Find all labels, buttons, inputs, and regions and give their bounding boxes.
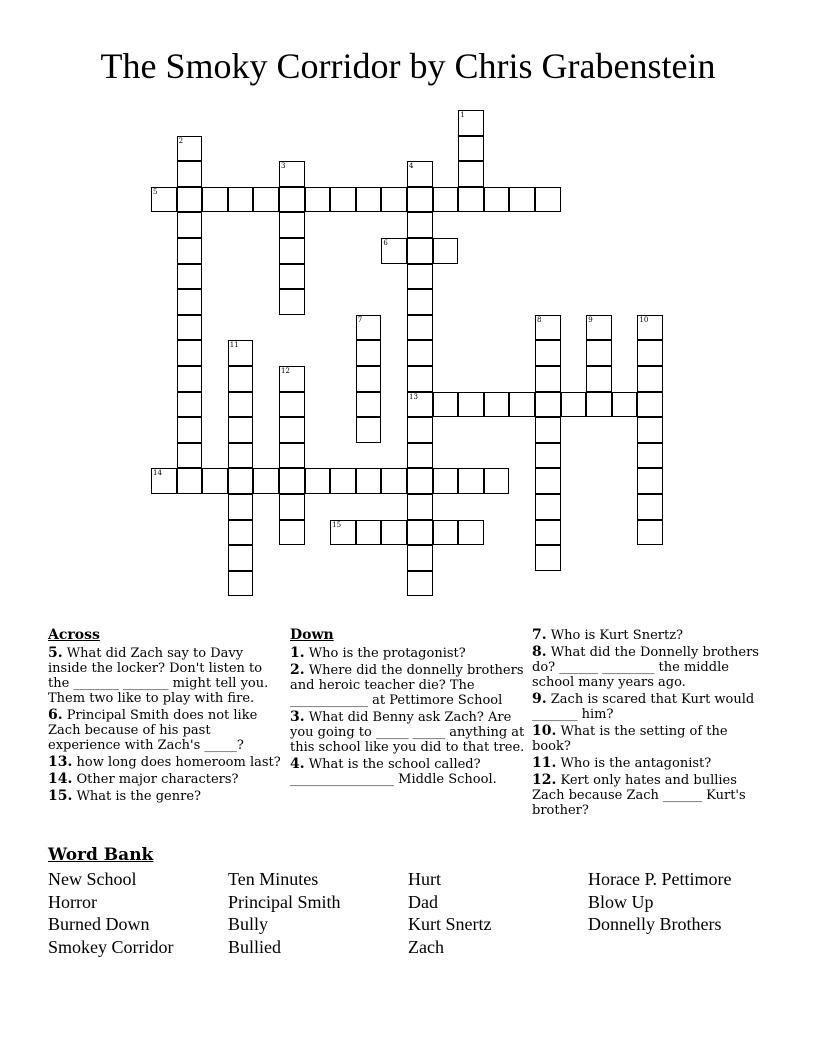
grid-cell[interactable] — [330, 187, 356, 213]
grid-cell[interactable] — [637, 520, 663, 546]
grid-cell[interactable] — [381, 187, 407, 213]
grid-cell[interactable] — [228, 571, 254, 597]
clue-across-15: 15. What is the genre? — [48, 788, 201, 804]
down-heading: Down — [290, 627, 334, 643]
grid-cell[interactable] — [279, 161, 305, 187]
grid-cell[interactable] — [177, 136, 203, 162]
grid-cell[interactable] — [356, 468, 382, 494]
grid-cell[interactable] — [177, 289, 203, 315]
clue-down-1: 1. Who is the protagonist? — [290, 645, 466, 661]
grid-cell[interactable] — [637, 417, 663, 443]
grid-cell[interactable] — [228, 545, 254, 571]
grid-cell[interactable] — [407, 392, 433, 418]
word-bank-item: Kurt Snertz — [408, 914, 492, 935]
clue-number: 11 — [229, 341, 239, 350]
grid-cell[interactable] — [279, 238, 305, 264]
grid-cell[interactable] — [637, 315, 663, 341]
grid-cell[interactable] — [458, 136, 484, 162]
clue-down-3: 3. What did Benny ask Zach? Are you going to _____ _____ anything at this school like you did to that tree. — [290, 709, 525, 755]
grid-cell[interactable] — [228, 468, 254, 494]
grid-cell[interactable] — [279, 366, 305, 392]
grid-cell[interactable] — [535, 545, 561, 571]
clue-number: 7 — [357, 315, 363, 324]
clue-number: 6 — [383, 239, 388, 247]
grid-cell[interactable] — [407, 468, 433, 494]
down-clues — [290, 628, 526, 789]
grid-cell[interactable] — [407, 443, 433, 469]
grid-cell[interactable] — [407, 366, 433, 392]
grid-cell[interactable] — [151, 468, 177, 494]
clue-number: 5 — [153, 187, 158, 196]
grid-cell[interactable] — [356, 392, 382, 418]
grid-cell[interactable] — [433, 238, 459, 264]
grid-cell[interactable] — [535, 366, 561, 392]
word-bank-item: Smokey Corridor — [48, 937, 174, 958]
word-bank-column-1 — [48, 868, 174, 959]
word-bank-item: Blow Up — [588, 891, 654, 912]
clue-number: 8 — [537, 315, 542, 324]
grid-cell[interactable] — [228, 187, 254, 213]
word-bank-item: Zach — [408, 937, 444, 958]
clue-down-4: 4. What is the school called?________________ Middle School. — [290, 756, 497, 787]
clue-number: 12 — [281, 367, 290, 375]
clue-number: 2 — [178, 136, 184, 145]
grid-cell[interactable] — [458, 392, 484, 418]
clue-number: 3 — [281, 162, 286, 171]
clue-down-9: 9. Zach is scared that Kurt would _______ him? — [532, 691, 755, 722]
grid-cell[interactable] — [381, 238, 407, 264]
grid-cell[interactable] — [228, 340, 254, 366]
grid-cell[interactable] — [458, 520, 484, 546]
grid-cell[interactable] — [381, 468, 407, 494]
grid-cell[interactable] — [637, 443, 663, 469]
grid-cell[interactable] — [407, 417, 433, 443]
grid-cell[interactable] — [228, 494, 254, 520]
grid-cell[interactable] — [177, 264, 203, 290]
word-bank-item: Bullied — [228, 937, 281, 958]
grid-cell[interactable] — [279, 468, 305, 494]
grid-cell[interactable] — [177, 238, 203, 264]
grid-cell[interactable] — [407, 161, 433, 187]
grid-cell[interactable] — [177, 468, 203, 494]
grid-cell[interactable] — [535, 417, 561, 443]
grid-cell[interactable] — [177, 443, 203, 469]
grid-cell[interactable] — [407, 264, 433, 290]
across-heading: Across — [48, 627, 100, 643]
grid-cell[interactable] — [177, 417, 203, 443]
grid-cell[interactable] — [509, 187, 535, 213]
grid-cell[interactable] — [177, 315, 203, 341]
grid-cell[interactable] — [407, 520, 433, 546]
word-bank-column-4 — [588, 868, 731, 936]
clue-across-14: 14. Other major characters? — [48, 771, 239, 787]
clue-number: 15 — [332, 520, 342, 529]
word-bank-column-3 — [408, 868, 491, 959]
clue-number: 13 — [409, 392, 418, 401]
grid-cell[interactable] — [484, 392, 510, 418]
grid-cell[interactable] — [356, 366, 382, 392]
grid-cell[interactable] — [561, 392, 587, 418]
clue-down-8: 8. What did the Donnelly brothers do? ______ ________ the middle school many years ago. — [532, 644, 759, 690]
grid-cell[interactable] — [433, 520, 459, 546]
grid-cell[interactable] — [407, 315, 433, 341]
grid-cell[interactable] — [202, 468, 228, 494]
grid-cell[interactable] — [637, 468, 663, 494]
grid-cell[interactable] — [433, 392, 459, 418]
grid-cell[interactable] — [279, 494, 305, 520]
grid-cell[interactable] — [637, 366, 663, 392]
word-bank-item: Principal Smith — [228, 891, 341, 912]
grid-cell[interactable] — [458, 110, 484, 136]
grid-cell[interactable] — [407, 340, 433, 366]
grid-cell[interactable] — [535, 187, 561, 213]
grid-cell[interactable] — [484, 187, 510, 213]
clue-down-12: 12. Kert only hates and bullies Zach because Zach ______ Kurt's brother? — [532, 772, 746, 818]
grid-cell[interactable] — [535, 315, 561, 341]
grid-cell[interactable] — [228, 443, 254, 469]
grid-cell[interactable] — [509, 392, 535, 418]
clue-number: 4 — [409, 162, 414, 171]
clue-down-11: 11. Who is the antagonist? — [532, 755, 712, 771]
grid-cell[interactable] — [279, 392, 305, 418]
grid-cell[interactable] — [586, 315, 612, 341]
grid-cell[interactable] — [407, 238, 433, 264]
clue-down-2: 2. Where did the donnelly brothers and heroic teacher die? The ____________ at Pettimore School — [290, 662, 524, 708]
clue-number: 10 — [639, 315, 649, 324]
word-bank-item: Horace P. Pettimore — [588, 869, 732, 889]
grid-cell[interactable] — [535, 520, 561, 546]
grid-cell[interactable] — [177, 161, 203, 187]
grid-cell[interactable] — [458, 161, 484, 187]
page-title: The Smoky Corridor by Chris Grabenstein — [100, 46, 716, 86]
grid-cell[interactable] — [535, 392, 561, 418]
across-clues — [48, 628, 284, 806]
grid-cell[interactable] — [458, 468, 484, 494]
word-bank-item: Bully — [228, 914, 269, 935]
grid-cell[interactable] — [228, 366, 254, 392]
grid-cell[interactable] — [407, 289, 433, 315]
grid-cell[interactable] — [305, 468, 331, 494]
grid-cell[interactable] — [612, 392, 638, 418]
grid-cell[interactable] — [330, 468, 356, 494]
word-bank-item: Burned Down — [48, 914, 150, 935]
word-bank-item: Dad — [408, 891, 438, 912]
grid-cell[interactable] — [586, 340, 612, 366]
grid-cell[interactable] — [253, 187, 279, 213]
grid-cell[interactable] — [535, 468, 561, 494]
grid-cell[interactable] — [586, 366, 612, 392]
clue-number: 9 — [588, 315, 593, 324]
grid-cell[interactable] — [330, 520, 356, 546]
grid-cell[interactable] — [637, 392, 663, 418]
grid-cell[interactable] — [305, 187, 331, 213]
word-bank-item: New School — [48, 869, 137, 889]
grid-cell[interactable] — [407, 545, 433, 571]
clue-number: 14 — [153, 469, 162, 478]
grid-cell[interactable] — [279, 187, 305, 213]
grid-cell[interactable] — [228, 417, 254, 443]
grid-cell[interactable] — [407, 212, 433, 238]
clue-across-6: 6. Principal Smith does not like Zach because of his past experience with Zach's _____? — [48, 707, 258, 753]
clue-across-13: 13. how long does homeroom last? — [48, 754, 281, 770]
grid-cell[interactable] — [407, 494, 433, 520]
clue-down-10: 10. What is the setting of the book? — [532, 723, 728, 754]
grid-cell[interactable] — [356, 315, 382, 341]
grid-cell[interactable] — [279, 520, 305, 546]
grid-cell[interactable] — [279, 264, 305, 290]
word-bank-item: Hurt — [408, 869, 441, 889]
grid-cell[interactable] — [177, 187, 203, 213]
grid-cell[interactable] — [458, 187, 484, 213]
grid-cell[interactable] — [535, 443, 561, 469]
word-bank-column-2 — [228, 868, 341, 959]
grid-cell[interactable] — [177, 392, 203, 418]
word-bank-heading: Word Bank — [48, 845, 154, 865]
grid-cell[interactable] — [381, 520, 407, 546]
grid-cell[interactable] — [407, 187, 433, 213]
grid-cell[interactable] — [228, 392, 254, 418]
grid-cell[interactable] — [151, 187, 177, 213]
word-bank-item: Ten Minutes — [228, 869, 319, 889]
grid-cell[interactable] — [279, 212, 305, 238]
grid-cell[interactable] — [407, 571, 433, 597]
grid-cell[interactable] — [637, 494, 663, 520]
grid-cell[interactable] — [535, 494, 561, 520]
grid-cell[interactable] — [202, 187, 228, 213]
grid-cell[interactable] — [228, 520, 254, 546]
grid-cell[interactable] — [356, 520, 382, 546]
grid-cell[interactable] — [356, 187, 382, 213]
grid-cell[interactable] — [356, 417, 382, 443]
grid-cell[interactable] — [535, 340, 561, 366]
clue-down-7: 7. Who is Kurt Snertz? — [532, 627, 684, 643]
grid-cell[interactable] — [356, 340, 382, 366]
grid-cell[interactable] — [637, 340, 663, 366]
grid-cell[interactable] — [484, 468, 510, 494]
grid-cell[interactable] — [177, 212, 203, 238]
word-bank-item: Horror — [48, 891, 97, 912]
grid-cell[interactable] — [433, 187, 459, 213]
grid-cell[interactable] — [177, 340, 203, 366]
grid-cell[interactable] — [433, 468, 459, 494]
grid-cell[interactable] — [279, 417, 305, 443]
grid-cell[interactable] — [586, 392, 612, 418]
clue-number: 1 — [460, 111, 465, 119]
down-clues-continued — [532, 628, 768, 820]
clue-across-5: 5. What did Zach say to Davy inside the locker? Don't listen to the _______ _______ might tell you. Them two like to play with fire. — [48, 645, 269, 706]
grid-cell[interactable] — [177, 366, 203, 392]
word-bank-item: Donnelly Brothers — [588, 914, 722, 935]
grid-cell[interactable] — [253, 468, 279, 494]
grid-cell[interactable] — [279, 443, 305, 469]
grid-cell[interactable] — [279, 289, 305, 315]
